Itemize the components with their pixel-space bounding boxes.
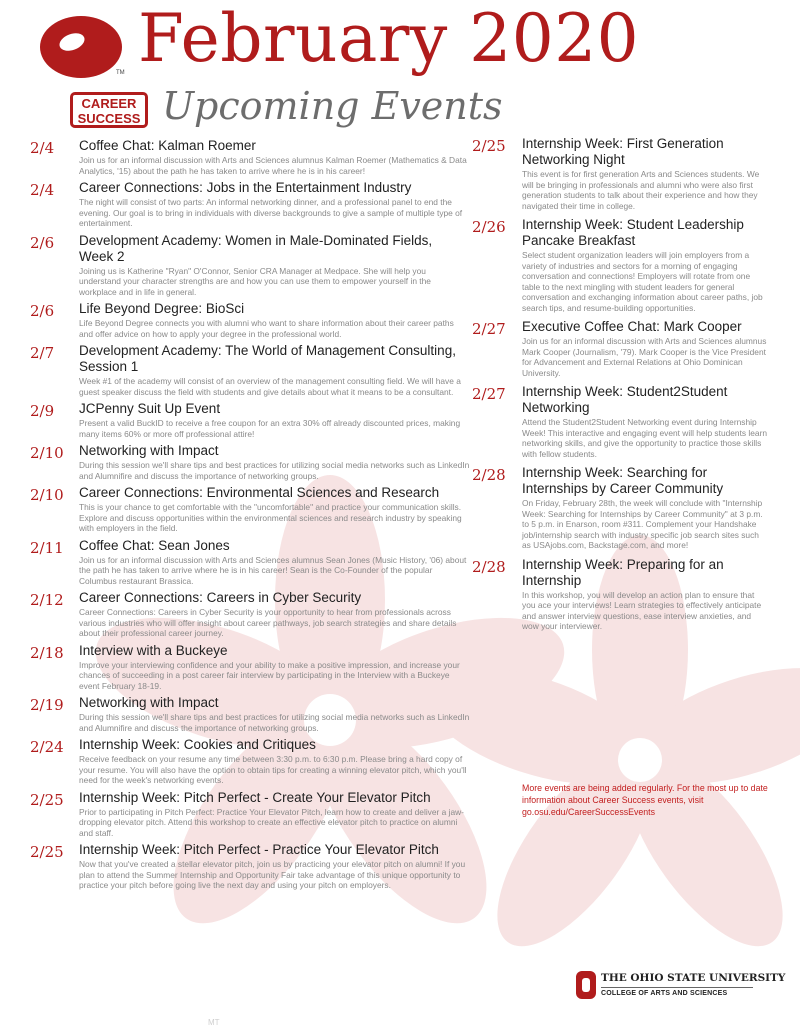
event-item — [22, 233, 470, 298]
event-title: Coffee Chat: Sean Jones — [79, 537, 230, 553]
event-item — [470, 217, 770, 313]
event-date: 2/12 — [30, 591, 64, 609]
event-item — [22, 301, 470, 339]
college-name: COLLEGE OF ARTS AND SCIENCES — [601, 990, 728, 997]
event-date: 2/11 — [30, 538, 64, 557]
event-date: 2/27 — [472, 385, 506, 403]
event-title: Interview with a Buckeye — [79, 642, 228, 658]
event-title: Development Academy: Women in Male-Dominated Fields, Week 2 — [79, 232, 433, 264]
ohio-state-o-logo — [38, 14, 124, 80]
event-title: Internship Week: First Generation Networking Night — [522, 136, 724, 167]
event-title: Networking with Impact — [79, 443, 219, 458]
event-date: 2/6 — [30, 233, 55, 252]
event-description: Joining us is Katherine "Ryan" O'Connor, Senior CRA Manager at Medpace. She will help you understand your character strengths are and how you can use them to empower yourself in the workplace and in life in general. — [79, 265, 431, 297]
logo-divider — [601, 987, 753, 988]
event-description: Select student organization leaders will join employers from a variety of industries and sectors for a morning of engaging conversation and connections! Employers will rotate from one table to the next mingling with student leaders for general conversation and exchanging information about career paths, job search tips, and resume-building opportunities. — [522, 250, 763, 313]
event-description: The night will consist of two parts: An informal networking dinner, and a professional panel to end the evening. Our goal is to bring in individuals with diverse backgrounds to give a sample of multiple type of entertainment. — [79, 197, 463, 228]
osu-college-logo — [575, 970, 786, 1006]
event-item — [22, 695, 470, 733]
event-description: Attend the Student2Student Networking event during Internship Week! This interactive and engaging event will help students learn networking skills, and give the opportunity to practice those skills with fellow students. — [522, 417, 768, 459]
event-description: Improve your interviewing confidence and your ability to make a positive impression, and increase your chances of succeeding in a post career fair interview by participating in the Interview with a Buckeye event February 18-19. — [79, 659, 460, 691]
event-description: Present a valid BuckID to receive a free coupon for an extra 30% off already discounted prices, making many items 60% or more off professional attire! — [79, 418, 461, 439]
event-item — [22, 443, 470, 481]
event-description: Join us for an informal discussion with Arts and Sciences alumnus Kalman Roemer (Mathematics & Data Analytics, '15) about the path he has taken to arrive where he is in his career! — [79, 155, 467, 176]
event-title: JCPenny Suit Up Event — [79, 401, 221, 416]
event-description: Now that you've created a stellar elevator pitch, join us by practicing your elevator pitch on alumni! If you plan to attend the Summer Internship and Opportunity Fair take advantage of this unique opportunity to practice your pitch before going live the next day and using your pitch on employers. — [79, 859, 466, 890]
event-item — [22, 538, 470, 587]
event-date: 2/25 — [30, 843, 64, 861]
event-date: 2/25 — [30, 790, 64, 809]
event-title: Internship Week: Preparing for an Internship — [522, 556, 724, 588]
event-item — [22, 138, 470, 176]
event-date: 2/4 — [30, 139, 55, 157]
event-description: This event is for first generation Arts and Sciences students. We will be bringing in professionals and alumni who were also first generation students to talk about their experience and how they navigated their time in college. — [522, 169, 760, 211]
right-events-column — [470, 136, 770, 638]
event-item — [470, 136, 770, 211]
event-date: 2/18 — [30, 643, 64, 662]
event-item — [22, 343, 470, 397]
event-date: 2/7 — [30, 344, 55, 362]
event-title: Internship Week: Searching for Internships by Career Community — [522, 465, 724, 496]
event-date: 2/28 — [472, 557, 506, 576]
career-success-logo — [70, 92, 148, 128]
page-subtitle: Upcoming Events — [162, 84, 503, 128]
page-title: February 2020 — [138, 0, 640, 77]
event-date: 2/10 — [30, 486, 64, 504]
event-description: During this session we'll share tips and best practices for utilizing social media networks such as LinkedIn and Alumnifire and discuss the importance of networking groups. — [79, 712, 470, 733]
event-date: 2/25 — [472, 137, 506, 155]
event-item — [470, 557, 770, 632]
event-description: Receive feedback on your resume any time between 3:30 p.m. to 6:30 p.m. Please bring a hard copy of your resume. You will also have the option to obtain tips for creating a winning elevator pitch, which you'll need for the week's networking events. — [79, 754, 467, 785]
event-item — [22, 737, 470, 786]
event-date: 2/10 — [30, 444, 64, 462]
event-description: This is your chance to get comfortable with the "uncomfortable" and practice your communication skills. Explore and discuss opportunities within the environmental sciences and research industry by speaking with employers in the field. — [79, 502, 462, 533]
more-events-note: More events are being added regularly. For the most up to date information about Career Success events, visit go.osu.edu/CareerSuccessEvents — [522, 783, 768, 817]
event-date: 2/9 — [30, 402, 55, 420]
event-title: Internship Week: Pitch Perfect - Create Your Elevator Pitch — [79, 789, 431, 805]
event-title: Executive Coffee Chat: Mark Cooper — [522, 319, 742, 334]
event-item — [22, 590, 470, 639]
event-item — [470, 384, 770, 459]
event-date: 2/27 — [472, 320, 506, 338]
event-title: Networking with Impact — [79, 695, 219, 710]
event-title: Internship Week: Student2Student Networking — [522, 384, 728, 415]
event-item — [22, 180, 470, 229]
event-date: 2/26 — [472, 218, 506, 236]
event-title: Career Connections: Careers in Cyber Security — [79, 590, 362, 605]
event-item — [470, 319, 770, 378]
career-success-logo-line1: CAREER — [81, 96, 137, 111]
block-o-icon — [575, 970, 597, 1000]
event-item — [22, 790, 470, 839]
event-title: Development Academy: The World of Management Consulting, Session 1 — [79, 343, 456, 374]
event-title: Coffee Chat: Kalman Roemer — [79, 138, 256, 153]
trademark-mark: TM — [116, 70, 125, 76]
event-date: 2/6 — [30, 302, 55, 320]
event-date: 2/4 — [30, 181, 55, 199]
event-description: Life Beyond Degree connects you with alumni who want to share information about their career paths and offer advice on how to apply your degree in the professional world. — [79, 318, 454, 339]
event-description: In this workshop, you will develop an action plan to ensure that you ace your interviews! Learn strategies to effectively anticipate and answer interview questions, ease interview anxieties, and wow your interviewer. — [522, 589, 762, 631]
event-title: Career Connections: Environmental Sciences and Research — [79, 485, 440, 500]
event-item — [470, 465, 770, 551]
designer-initials: MT — [208, 1018, 220, 1027]
event-title: Internship Week: Student Leadership Pancake Breakfast — [522, 217, 744, 248]
event-description: During this session we'll share tips and best practices for utilizing social media networks such as LinkedIn and Alumnifire and discuss the importance of networking groups. — [79, 460, 470, 481]
event-title: Internship Week: Pitch Perfect - Practice Your Elevator Pitch — [79, 842, 439, 857]
event-description: Join us for an informal discussion with Arts and Sciences alumnus Mark Cooper (Journalism, '79). Mark Cooper is the Vice President for Advancement and External Relations at Ohio Dominican University. — [522, 336, 767, 378]
event-title: Internship Week: Cookies and Critiques — [79, 737, 316, 752]
event-item — [22, 401, 470, 439]
event-item — [22, 643, 470, 692]
university-name: THE OHIO STATE UNIVERSITY — [601, 972, 786, 984]
career-success-logo-line2: SUCCESS — [77, 111, 141, 126]
event-description: Week #1 of the academy will consist of an overview of the management consulting field. We will have a guest speaker discuss the field with students and give details about what it means to be a consultant. — [79, 376, 461, 397]
event-description: On Friday, February 28th, the week will conclude with "Internship Week: Searching for Internships by Career Community" at 3 p.m. to 5 p.m. in Enarson, room #311. Complement your Handshake job/internship search with industry specific job search sites such as USAjobs.com, Backstage.com, and more! — [522, 498, 763, 550]
event-description: Join us for an informal discussion with Arts and Sciences alumnus Sean Jones (Music History, '06) about the path he has taken to arrive where he is in his career! Sean is the Co-Founder of the popular Columbus restaurant Brassica. — [79, 554, 467, 586]
left-events-column — [22, 138, 470, 895]
event-title: Career Connections: Jobs in the Entertainment Industry — [79, 180, 412, 195]
event-description: Career Connections: Careers in Cyber Security is your opportunity to hear from professionals across various industries who will offer insight about career pathways, job search strategies and share details about their professional career journey. — [79, 607, 457, 638]
event-item — [22, 842, 470, 891]
event-date: 2/28 — [472, 466, 506, 484]
event-date: 2/19 — [30, 696, 64, 714]
event-description: Prior to participating in Pitch Perfect: Practice Your Elevator Pitch, learn how to create and deliver a jaw-dropping elevator pitch. Attend this workshop to create an effective elevator pitch to practice on alumni and staff. — [79, 806, 464, 838]
event-item — [22, 485, 470, 534]
event-date: 2/24 — [30, 738, 64, 756]
event-title: Life Beyond Degree: BioSci — [79, 301, 245, 316]
